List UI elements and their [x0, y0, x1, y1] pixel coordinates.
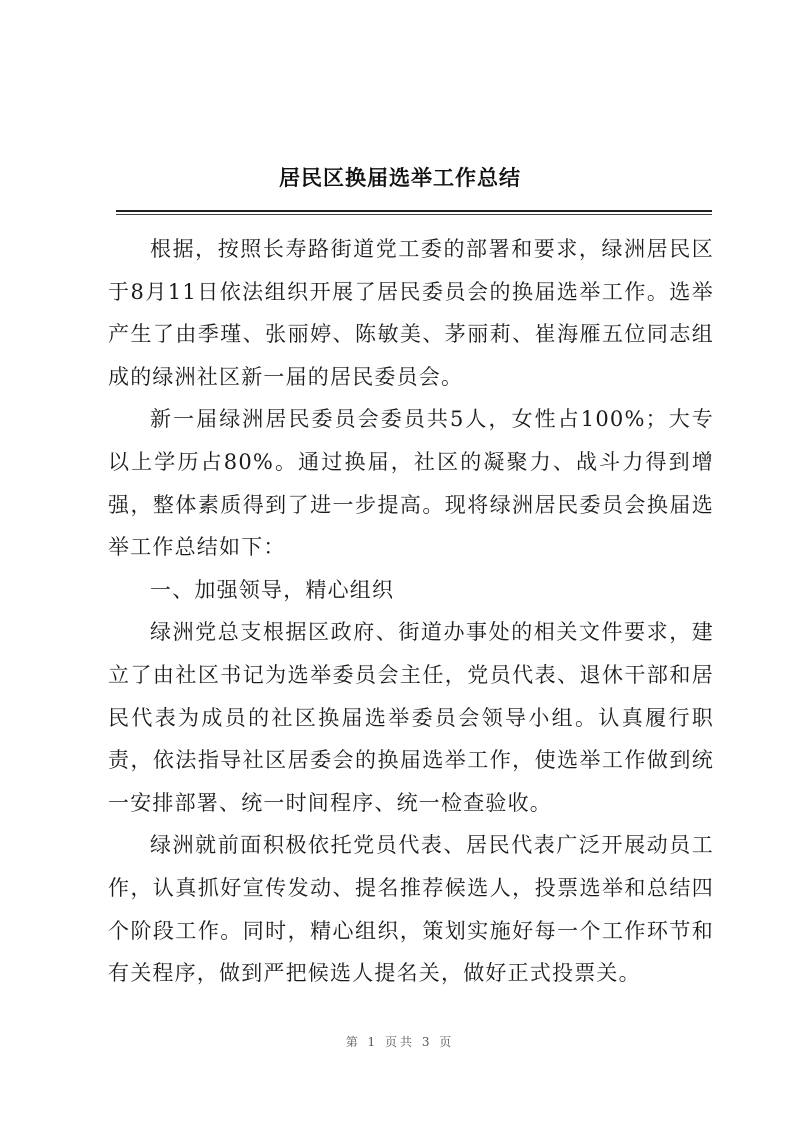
section-heading-1: 一、加强领导，精心组织 — [150, 577, 395, 602]
paragraph-composition: 新一届绿洲居民委员会委员共5人，女性占100%；大专以上学历占80%。通过换届，社区的凝聚力、战斗力得到增强，整体素质得到了进一步提高。现将绿洲居民委员会换届选举工作总结如下： — [108, 407, 714, 560]
paragraph-mobilization: 绿洲就前面积极依托党员代表、居民代表广泛开展动员工作，认真抓好宣传发动、提名推荐候选人，投票选举和总结四个阶段工作。同时，精心组织，策划实施好每一个工作环节和有关程序，做到严把候选人提名关，做好正式投票关。 — [108, 833, 714, 986]
title-divider-thick — [116, 210, 712, 212]
page-number: 第 1 页共 3 页 — [345, 1035, 455, 1049]
title-divider-thin — [116, 214, 712, 215]
paragraph-leadership: 绿洲党总支根据区政府、街道办事处的相关文件要求，建立了由社区书记为选举委员会主任，党员代表、退休干部和居民代表为成员的社区换届选举委员会领导小组。认真履行职责，依法指导社区居委会的换届选举工作，使选举工作做到统一安排部署、统一时间程序、统一检查验收。 — [108, 620, 714, 815]
document-title: 居民区换届选举工作总结 — [279, 166, 521, 190]
document-body — [108, 228, 714, 995]
paragraph-intro: 根据，按照长寿路街道党工委的部署和要求，绿洲居民区于8月11日依法组织开展了居民委员会的换届选举工作。选举产生了由季瑾、张丽婷、陈敏美、茅丽莉、崔海雁五位同志组成的绿洲社区新一届的居民委员会。 — [108, 237, 714, 389]
